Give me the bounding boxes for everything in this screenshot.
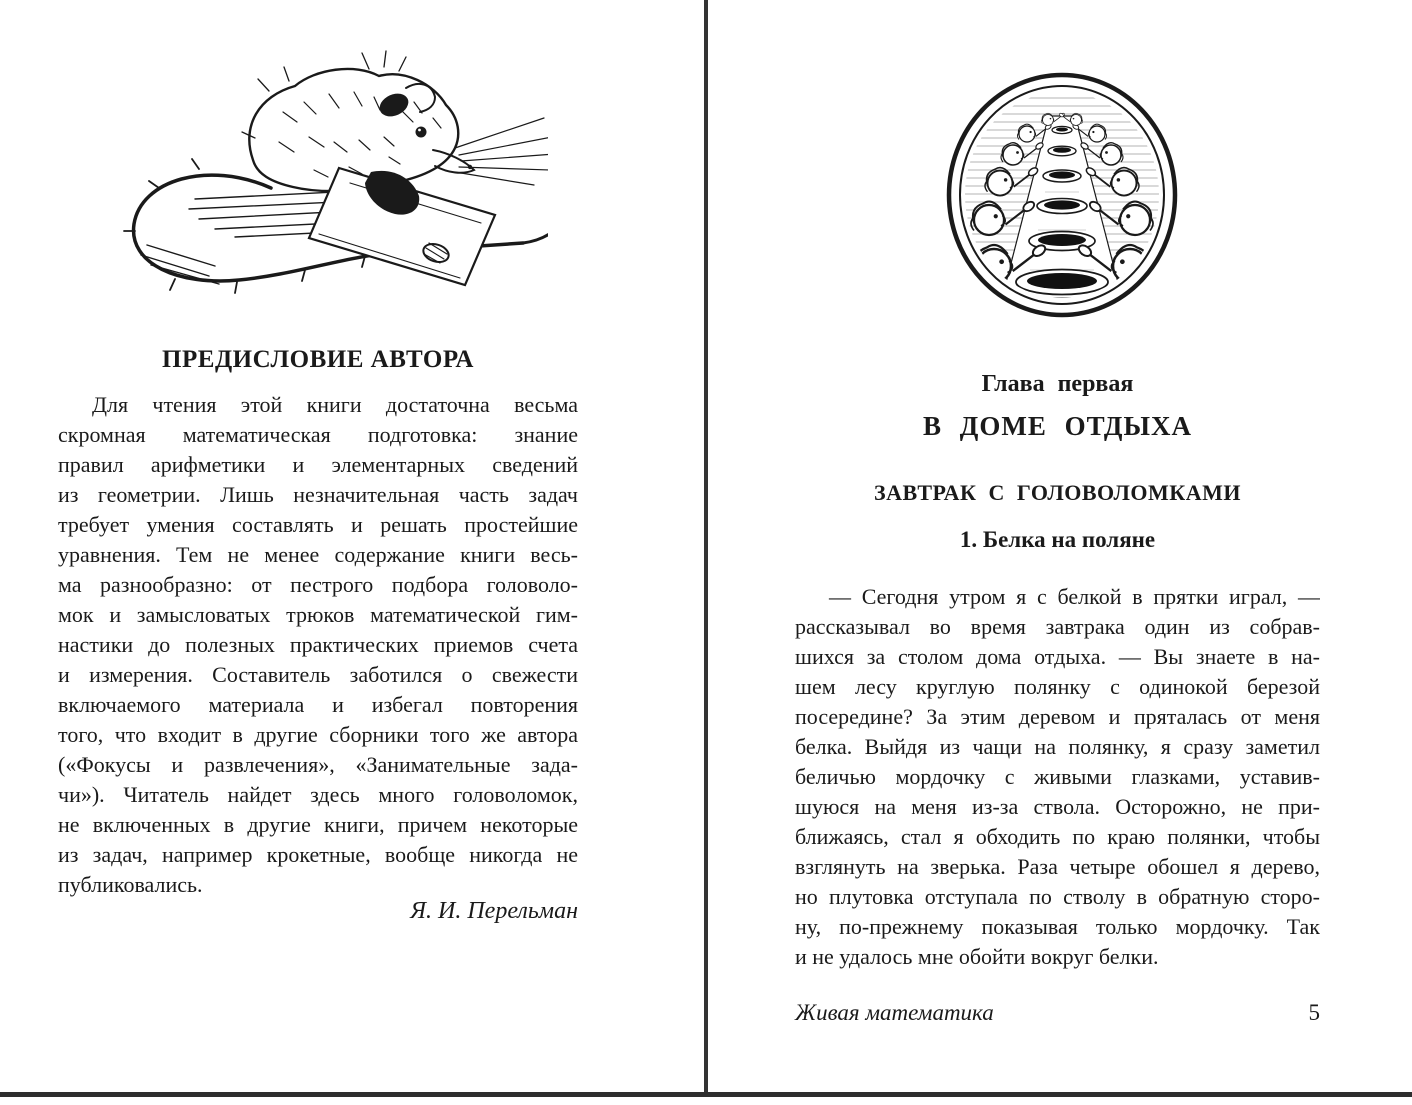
text-line: белка. Выйдя из чащи на полянку, я сразу заметил [795,734,1320,759]
page-footer [795,1000,1320,1026]
mouse-illustration [103,42,548,297]
text-line: посередине? За этим деревом и пряталась от меня [795,704,1320,729]
text-line: уравнения. Тем не менее содержание книги весь- [58,542,578,567]
text-line: Для чтения этой книги достаточна весьма [92,392,578,417]
section-title: ЗАВТРАК С ГОЛОВОЛОМКАМИ [873,480,1242,505]
page-number: 5 [1308,1000,1320,1025]
text-line: и не удалось мне обойти вокруг белки. [795,944,1159,969]
text-line: не включенных в другие книги, причем некоторые [58,812,578,837]
diners-medallion-illustration [944,70,1180,322]
text-line: и измерения. Составитель заботился о свежести [58,662,578,687]
story-paragraph [795,582,1320,972]
text-line: шуюся на меня из-за ствола. Осторожно, не при- [795,794,1320,819]
author-signature: Я. И. Перельман [410,898,578,924]
running-title: Живая математика [795,1000,994,1025]
text-line: того, что входит в другие сборники того же автора [58,722,578,747]
text-line: шихся за столом дома отдыха. — Вы знаете в на- [795,644,1320,669]
page-divider [704,0,708,1093]
text-line: («Фокусы и развлечения», «Занимательные зада- [58,752,578,777]
text-line: требует умения составлять и решать простейшие [58,512,578,537]
text-line: скромная математическая подготовка: знание [58,422,578,447]
text-line: чи»). Читатель найдет здесь много головоломок, [58,782,578,807]
text-line: из задач, например крокетные, вообще никогда не [58,842,578,867]
preface-heading: ПРЕДИСЛОВИЕ АВТОРА [162,346,474,373]
text-line: рассказывал во время завтрака один из собрав- [795,614,1320,639]
text-line: беличью мордочку с живыми глазками, уставив- [795,764,1320,789]
chapter-label: Глава первая [981,371,1134,397]
text-line: взглянуть на зверька. Раза четыре обошел я дерево, [795,854,1320,879]
preface-paragraph [58,390,578,900]
text-line: но плутовка отступала по стволу в обратную сторо- [795,884,1320,909]
subsection-title: 1. Белка на поляне [959,527,1156,552]
chapter-title: В ДОМЕ ОТДЫХА [923,411,1192,441]
text-line: правил арифметики и элементарных сведений [58,452,578,477]
text-line: мок и замысловатых трюков математической гим- [58,602,578,627]
text-line: — Сегодня утром я с белкой в прятки играл, — [829,584,1320,609]
text-line: ну, по-прежнему показывая только мордочку. Так [795,914,1320,939]
text-line: настики до полезных практических приемов счета [58,632,578,657]
medallion-drawing [949,75,1175,315]
mouse-drawing [124,51,548,293]
text-line: включаемого материала и избегал повторения [58,692,578,717]
text-line: из геометрии. Лишь незначительная часть задач [58,482,578,507]
text-line: публиковались. [58,872,203,897]
text-line: ближаясь, стал я обходить по краю полянки, чтобы [795,824,1320,849]
bottom-border-rule [0,1092,1412,1097]
text-line: шем лесу круглую полянку с одинокой березой [795,674,1320,699]
text-line: ма разнообразно: от пестрого подбора головоло- [58,572,578,597]
